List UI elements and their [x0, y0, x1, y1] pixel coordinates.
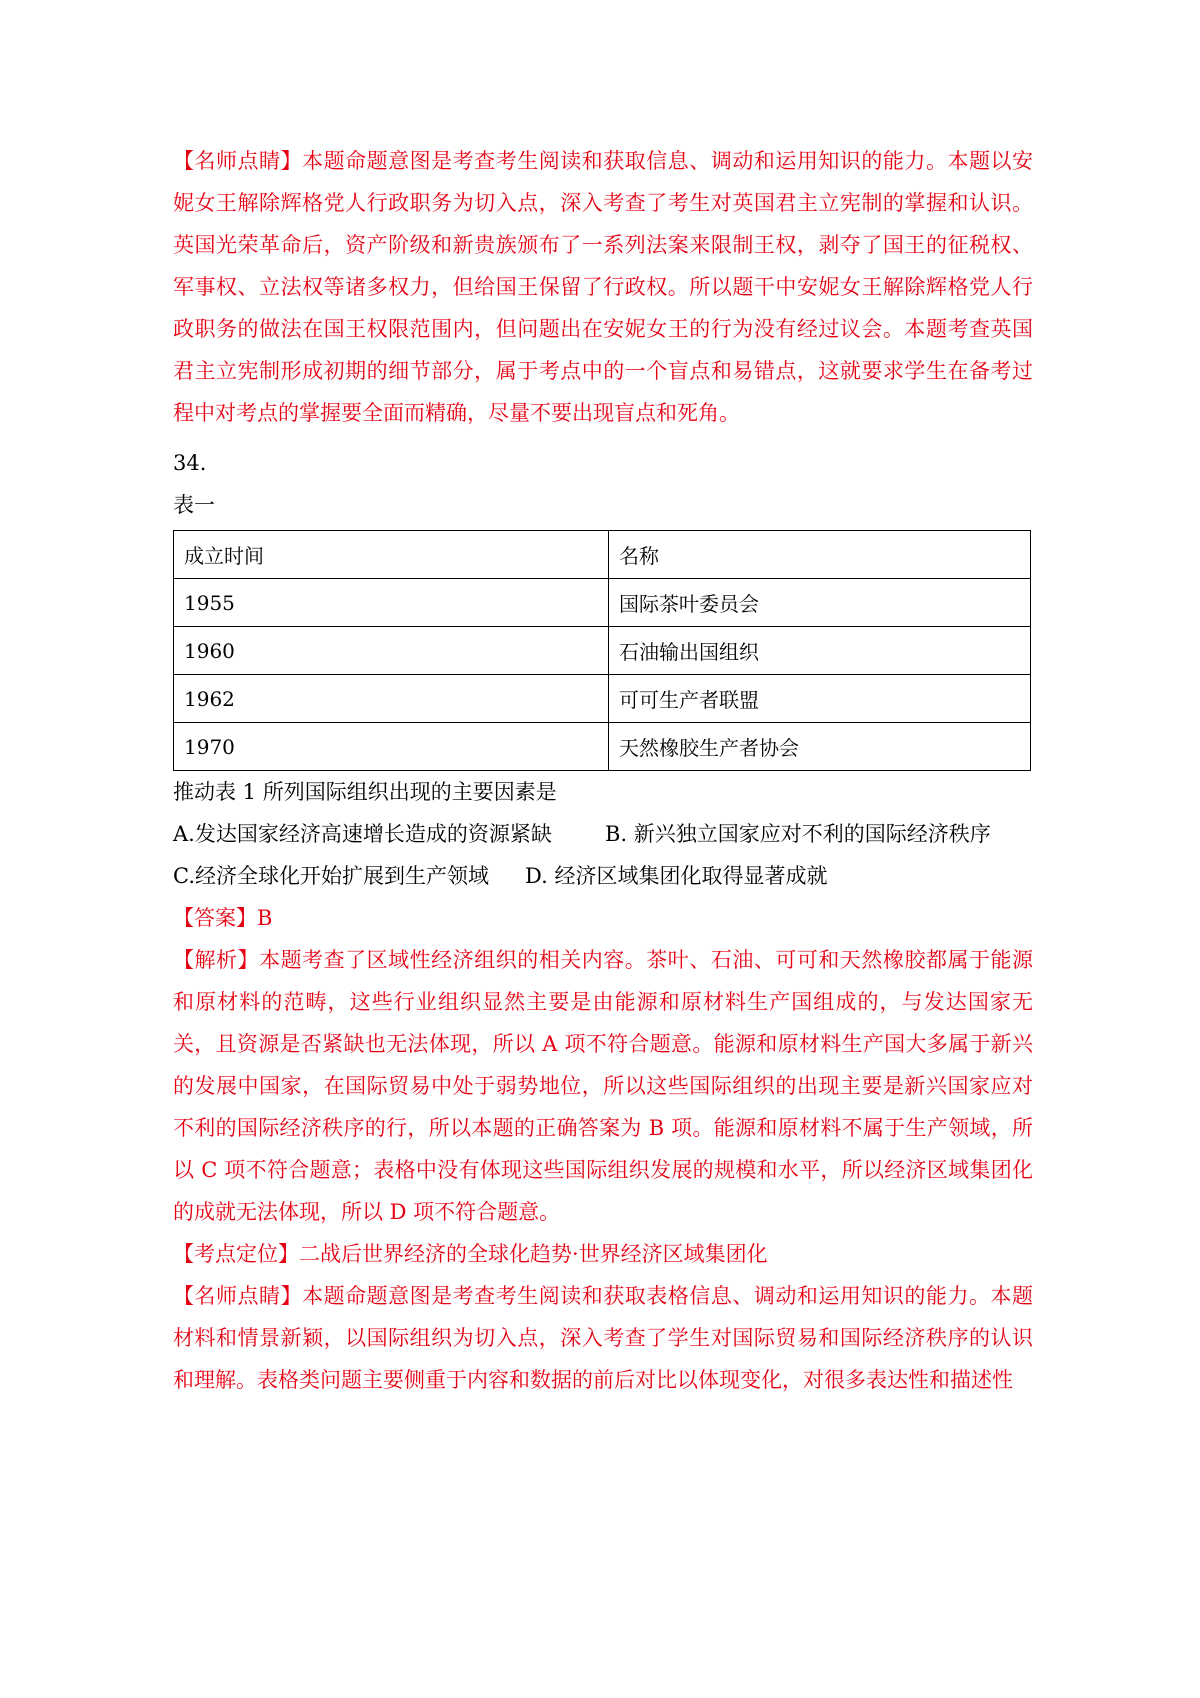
table-row [174, 579, 1031, 627]
kaodian-text: 二战后世界经济的全球化趋势·世界经济区域集团化 [299, 1242, 768, 1266]
table-row [174, 627, 1031, 675]
table-row [174, 723, 1031, 771]
organizations-table [173, 530, 1031, 771]
analysis-tag: 【解析】 [173, 948, 260, 972]
teacher-comment-text: 本题命题意图是考查考生阅读和获取表格信息、调动和运用知识的能力。本题材料和情景新颖，以国际组织为切入点，深入考查了学生对国际贸易和国际经济秩序的认识和理解。表格类问题主要侧重于内容和数据的前后对比以体现变化，对很多表达性和描述性 [173, 1284, 1033, 1392]
teacher-comment-paragraph-2 [173, 1275, 1033, 1401]
option-a: A.发达国家经济高速增长造成的资源紧缺 [173, 822, 552, 846]
analysis-paragraph [173, 939, 1033, 1233]
document-page [173, 140, 1033, 1401]
analysis-text: 本题考查了区域性经济组织的相关内容。茶叶、石油、可可和天然橡胶都属于能源和原材料的范畴，这些行业组织显然主要是由能源和原材料生产国组成的，与发达国家无关，且资源是否紧缺也无法体现，所以 A 项不符合题意。能源和原材料生产国大多属于新兴的发展中国家，在国际贸易中处于弱势地位，所以这些国际组织的出现主要是新兴国家应对不利的国际经济秩序的行，所以本题的正确答案为 B 项。能源和原材料不属于生产领域，所以 C 项不符合题意；表格中没有体现这些国际组织发展的规模和水平，所以经济区域集团化的成就无法体现，所以 D 项不符合题意。 [173, 948, 1034, 1224]
option-c: C.经济全球化开始扩展到生产领域 [173, 864, 489, 888]
teacher-comment-tag: 【名师点睛】 [173, 1284, 303, 1308]
option-b: B. 新兴独立国家应对不利的国际经济秩序 [605, 822, 991, 846]
table-header-cell: 名称 [609, 531, 1031, 579]
options-row-2 [173, 855, 1033, 897]
options-row-1 [173, 813, 1033, 855]
table-title: 表一 [173, 493, 215, 517]
table-cell-year: 1955 [174, 579, 609, 627]
table-cell-name: 可可生产者联盟 [609, 675, 1031, 723]
question-number: 34. [173, 451, 207, 475]
kaodian-tag: 【考点定位】 [173, 1242, 299, 1266]
table-cell-name: 天然橡胶生产者协会 [609, 723, 1031, 771]
table-header-row [174, 531, 1031, 579]
table-cell-year: 1970 [174, 723, 609, 771]
option-d: D. 经济区域集团化取得显著成就 [525, 864, 828, 888]
answer-text: B [257, 906, 273, 930]
answer-paragraph [173, 897, 1033, 939]
table-cell-year: 1960 [174, 627, 609, 675]
table-cell-year: 1962 [174, 675, 609, 723]
teacher-comment-text: 本题命题意图是考查考生阅读和获取信息、调动和运用知识的能力。本题以安妮女王解除辉格党人行政职务为切入点，深入考查了考生对英国君主立宪制的掌握和认识。英国光荣革命后，资产阶级和新贵族颁布了一系列法案来限制王权，剥夺了国王的征税权、军事权、立法权等诸多权力，但给国王保留了行政权。所以题干中安妮女王解除辉格党人行政职务的做法在国王权限范围内，但问题出在安妮女王的行为没有经过议会。本题考查英国君主立宪制形成初期的细节部分，属于考点中的一个盲点和易错点，这就要求学生在备考过程中对考点的掌握要全面而精确，尽量不要出现盲点和死角。 [173, 149, 1033, 425]
answer-tag: 【答案】 [173, 906, 257, 930]
kaodian-paragraph [173, 1233, 1033, 1275]
table-cell-name: 石油输出国组织 [609, 627, 1031, 675]
table-header-cell: 成立时间 [174, 531, 609, 579]
teacher-comment-paragraph-1 [173, 140, 1033, 434]
table-cell-name: 国际茶叶委员会 [609, 579, 1031, 627]
question-stem: 推动表 1 所列国际组织出现的主要因素是 [173, 780, 557, 804]
teacher-comment-tag: 【名师点睛】 [173, 149, 303, 173]
table-row [174, 675, 1031, 723]
